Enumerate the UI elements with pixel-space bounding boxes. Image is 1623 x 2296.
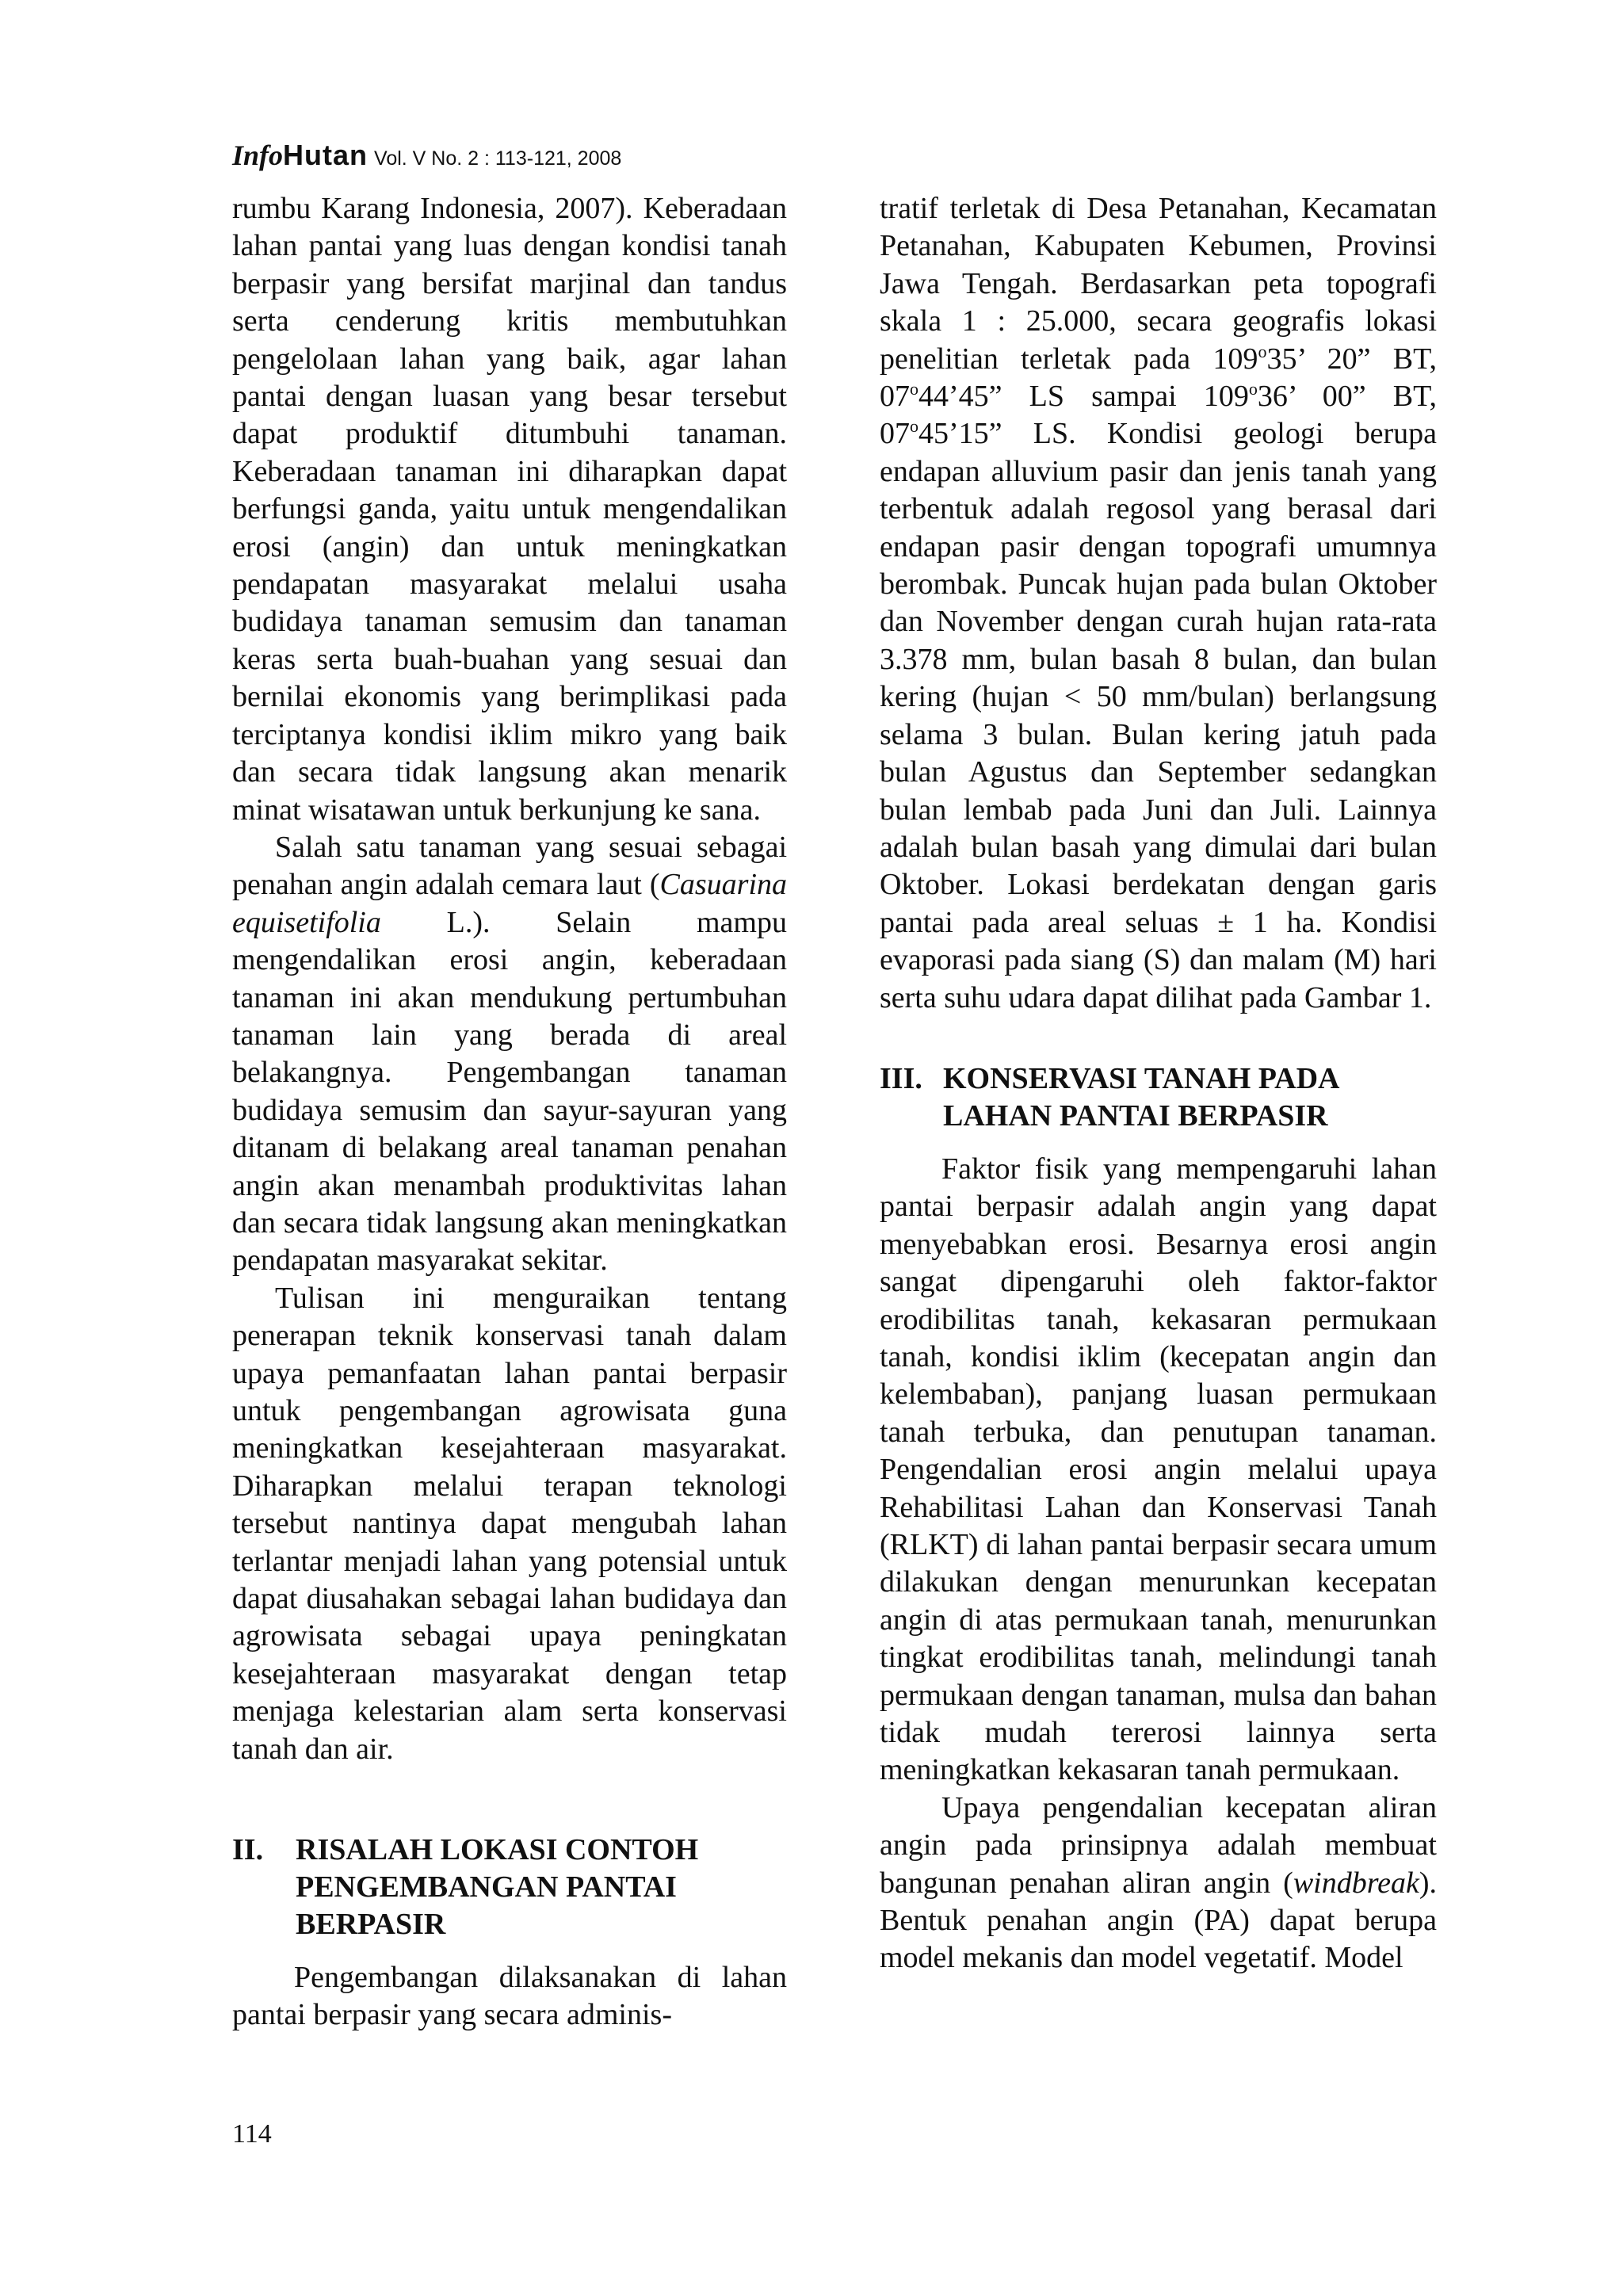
left-column [232,190,787,2034]
paragraph: Pengembangan dilaksanakan di lahan pantai berpasir yang secara adminis- [232,1961,787,2032]
paragraph: rumbu Karang Indonesia, 2007). Keberadaan lahan pantai yang luas dengan kondisi tanah berpasir yang bersifat marjinal dan tandus serta cenderung kritis membutuhkan pengelolaan lahan yang baik, agar lahan pantai dengan luasan yang besar tersebut dapat produktif ditumbuhi tanaman. Keberadaan tanaman ini diharapkan dapat berfungsi ganda, yaitu untuk mengendalikan erosi (angin) dan untuk meningkatkan pendapatan masyarakat melalui usaha budidaya tanaman semusim dan tanaman keras serta buah-buahan yang sesuai dan bernilai ekonomis yang berimplikasi pada terciptanya kondisi iklim mikro yang baik dan secara tidak langsung akan menarik minat wisatawan untuk berkunjung ke sana. [232,192,787,827]
paragraph: Salah satu tanaman yang sesuai sebagai penahan angin adalah cemara laut (Casuarina equisetifolia L.). Selain mampu mengendalikan erosi angin, keberadaan tanaman ini akan mendukung pertumbuhan tanaman lain yang berada di areal belakangnya. Pengembangan tanaman budidaya semusim dan sayur-sayuran yang ditanam di belakang areal tanaman penahan angin akan menambah produktivitas lahan dan secara tidak langsung akan meningkatkan pendapatan masyarakat sekitar. [232,830,787,1278]
page-number: 114 [232,2119,272,2149]
species-name: Casuarina equisetifolia [232,868,787,939]
running-header [232,139,621,174]
windbreak-term: windbreak [1293,1866,1419,1900]
section-heading-2: II. RISALAH LOKASI CONTOH PENGEMBANGAN PANTAI BERPASIR [232,1833,699,1942]
journal-logo-hutan: Hutan [283,139,369,171]
paragraph: Faktor fisik yang mempengaruhi lahan pantai berpasir adalah angin yang dapat menyebabkan erosi. Besarnya erosi angin sangat dipengaruhi oleh faktor-faktor erodibilitas tanah, kekasaran permukaan tanah, kondisi iklim (kecepatan angin dan kelembaban), panjang luasan permukaan tanah terbuka, dan penutupan tanaman. Pengendalian erosi angin melalui upaya Rehabilitasi Lahan dan Konservasi Tanah (RLKT) di lahan pantai berpasir secara umum dilakukan dengan menurunkan kecepatan angin di atas permukaan tanah, menurunkan tingkat erodibilitas tanah, melindungi tanah permukaan dengan tanaman, mulsa dan bahan tidak mudah tererosi lainnya serta meningkatkan kekasaran tanah permukaan. [880,1152,1437,1787]
right-column [880,190,1437,1977]
volume-info: Vol. V No. 2 : 113-121, 2008 [374,147,622,170]
paragraph: tratif terletak di Desa Petanahan, Kecamatan Petanahan, Kabupaten Kebumen, Provinsi Jawa Tengah. Berdasarkan peta topografi skala 1 : 25.000, secara geografis lokasi penelitian terletak pada 109$^o$35’ 20” BT, 07$^o$44’45” LS sampai 109$^o$36’ 00” BT, 07$^o$45’15” LS. Kondisi geologi berupa endapan alluvium pasir dan jenis tanah yang terbentuk adalah regosol yang berasal dari endapan pasir dengan topografi umumnya berombak. Puncak hujan pada bulan Oktober dan November dengan curah hujan rata-rata 3.378 mm, bulan basah 8 bulan, dan bulan kering (hujan < 50 mm/bulan) berlangsung selama 3 bulan. Bulan kering jatuh pada bulan Agustus dan September sedangkan bulan lembab pada Juni dan Juli. Lainnya adalah bulan basah yang dimulai dari bulan Oktober. Lokasi berdekatan dengan garis pantai pada areal seluas ± 1 ha. Kondisi evaporasi pada siang (S) dan malam (M) hari serta suhu udara dapat dilihat pada Gambar 1. [880,192,1437,1014]
paragraph: Tulisan ini menguraikan tentang penerapan teknik konservasi tanah dalam upaya pemanfaatan lahan pantai berpasir untuk pengembangan agrowisata guna meningkatkan kesejahteraan masyarakat. Diharapkan melalui terapan teknologi tersebut nantinya dapat mengubah lahan terlantar menjadi lahan yang potensial untuk dapat diusahakan sebagai lahan budidaya dan agrowisata sebagai upaya peningkatan kesejahteraan masyarakat dengan tetap menjaga kelestarian alam serta konservasi tanah dan air. [232,1281,787,1766]
section-heading-3: III. KONSERVASI TANAH PADA LAHAN PANTAI BERPASIR [880,1061,1338,1133]
journal-logo-info: Info [232,139,284,171]
paragraph: Upaya pengendalian kecepatan aliran angin pada prinsipnya adalah membuat bangunan penahan aliran angin (windbreak). Bentuk penahan angin (PA) dapat berupa model mekanis dan model vegetatif. Model [880,1790,1437,1975]
